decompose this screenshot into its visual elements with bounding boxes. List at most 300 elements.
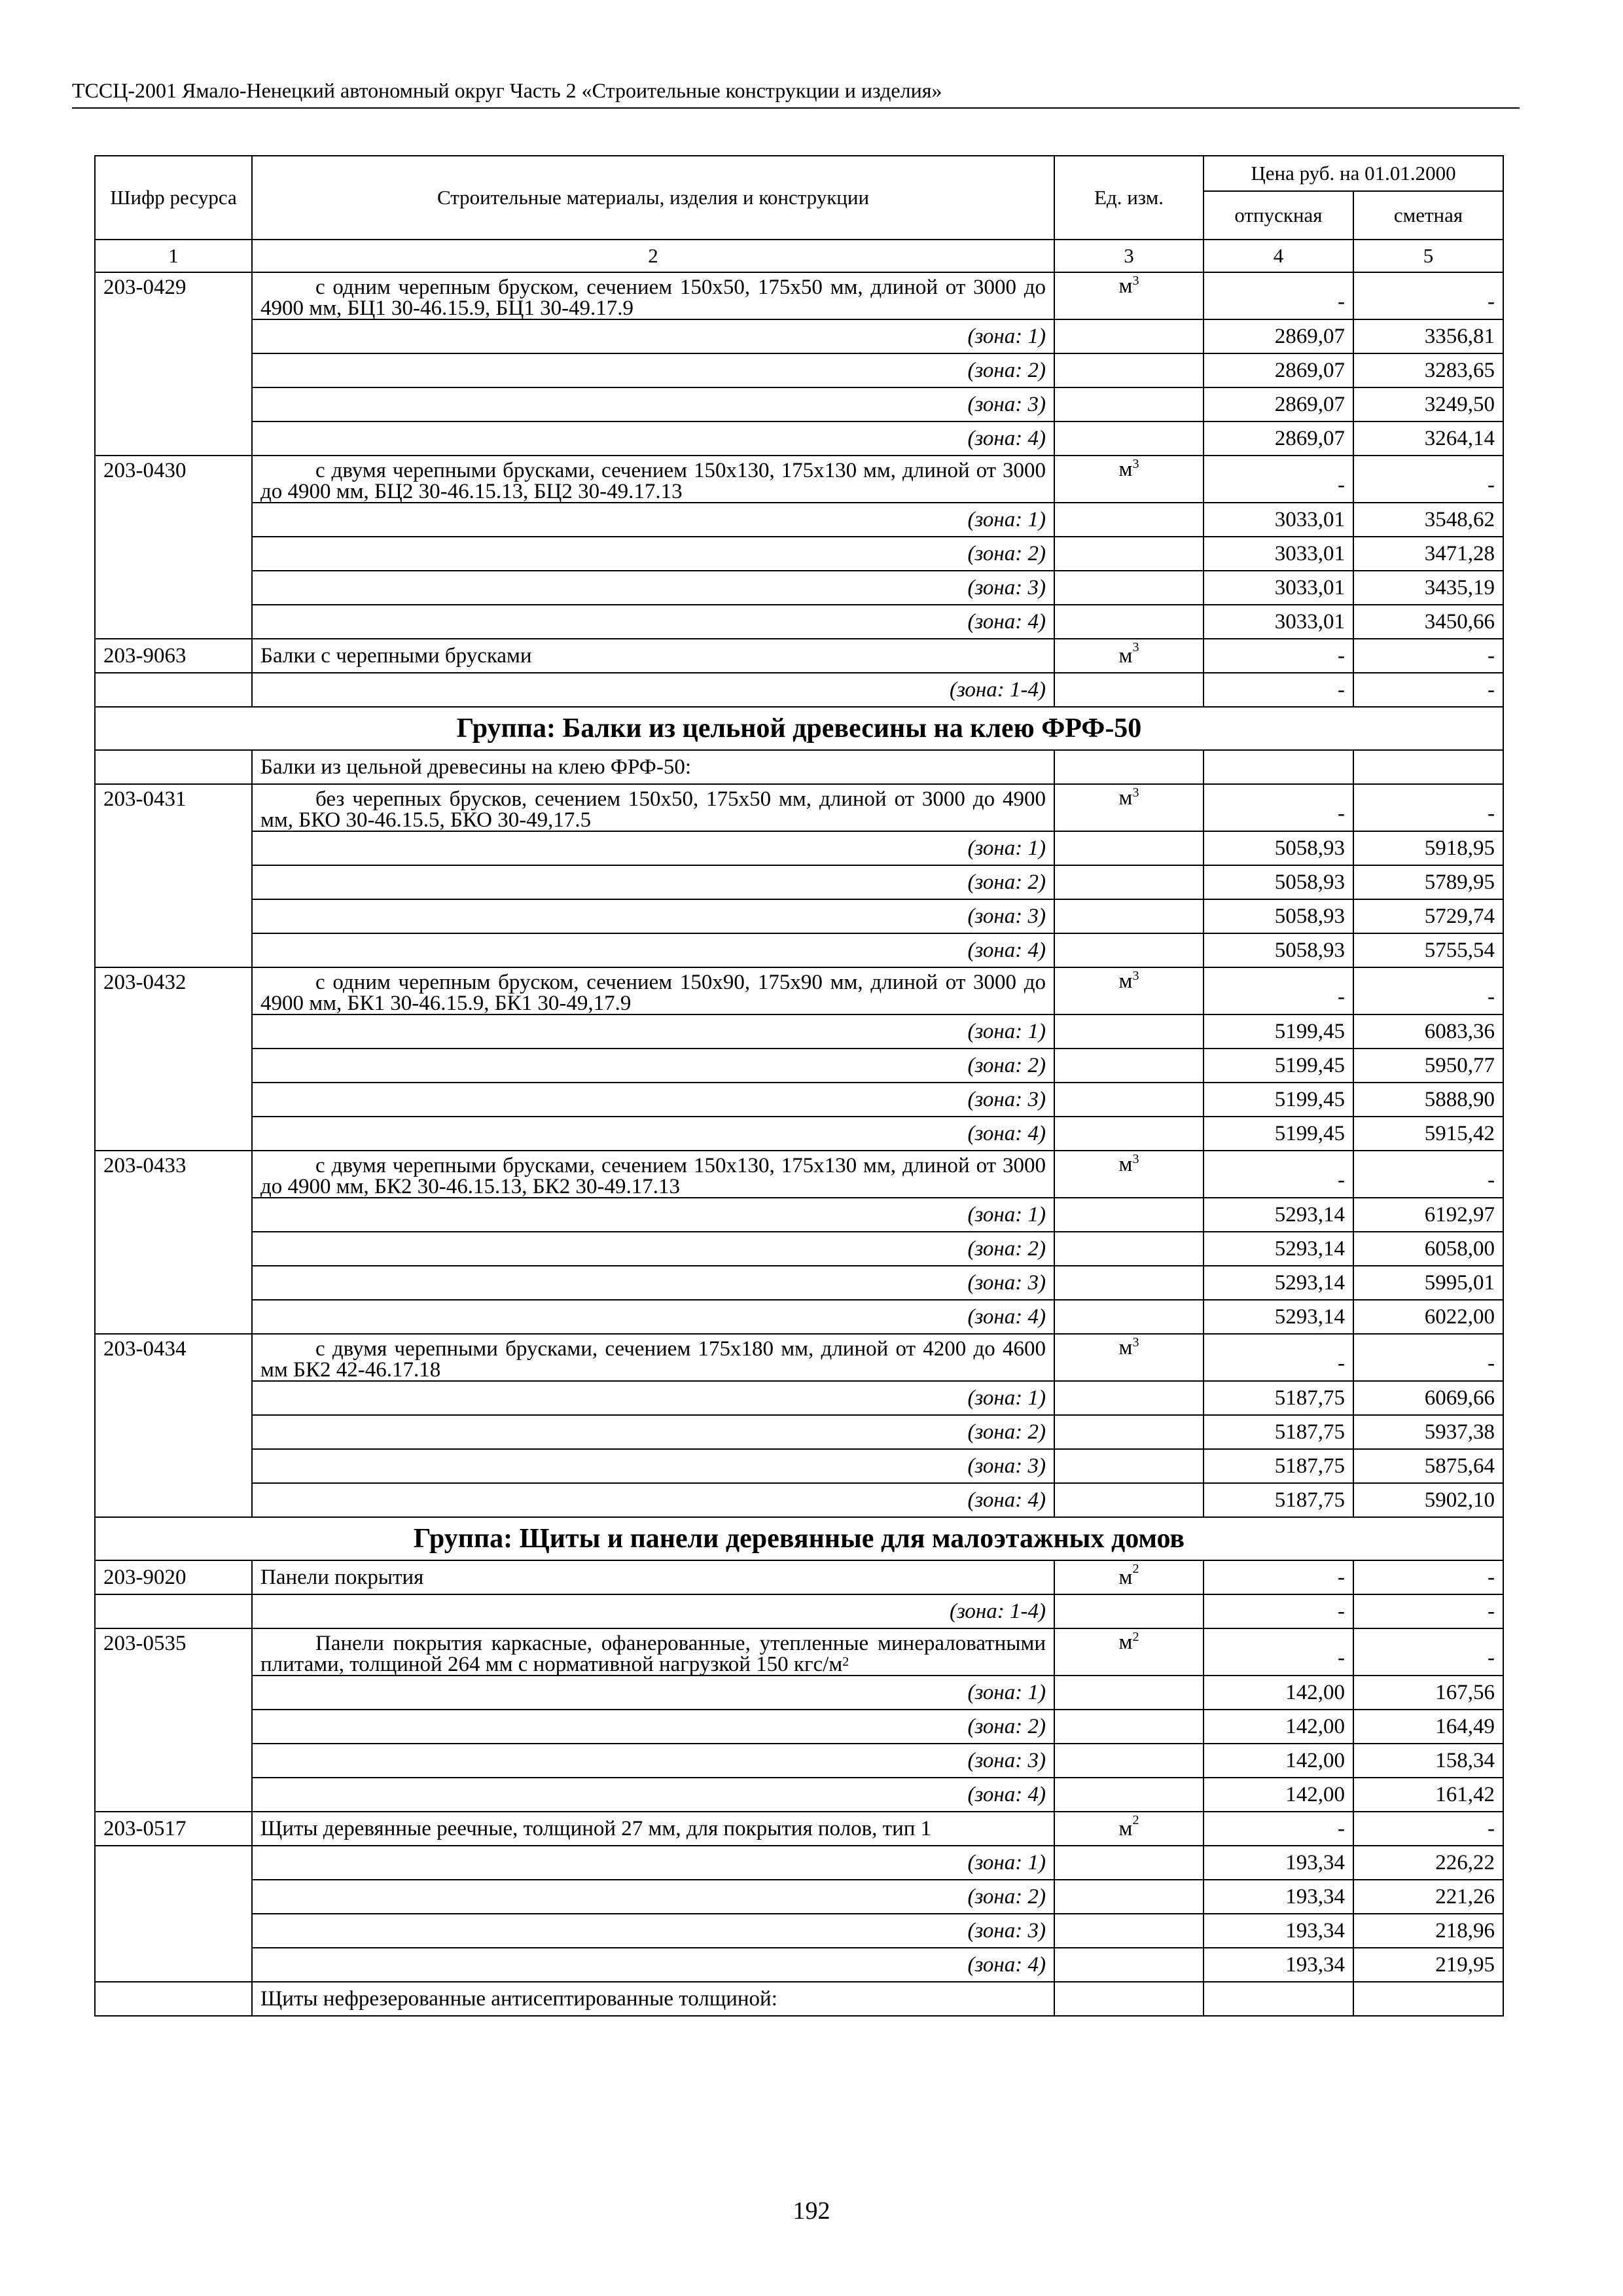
- zone-label-text: (зона: 4): [967, 610, 1046, 634]
- release-price: [1204, 639, 1353, 673]
- resource-code-text: 203-0429: [103, 276, 187, 299]
- release-price-text: 5199,45: [1274, 1122, 1345, 1145]
- code-cell: [95, 1710, 252, 1744]
- estimate-price: [1353, 605, 1503, 639]
- resource-code: [95, 1151, 252, 1198]
- header-estimate: сметная: [1353, 191, 1503, 240]
- zone-label: [252, 1846, 1054, 1880]
- zone-label: [252, 387, 1054, 422]
- estimate-price-text: 167,56: [1435, 1681, 1495, 1704]
- zone-label-text: (зона: 3): [967, 1454, 1046, 1478]
- code-cell: [95, 1300, 252, 1334]
- estimate-price-text: 5789,95: [1424, 870, 1495, 894]
- release-price-text: 3033,01: [1274, 610, 1345, 634]
- unit-cell: [1054, 1560, 1204, 1594]
- zone-label-text: (зона: 1): [967, 1020, 1046, 1043]
- zone-row: [95, 503, 1503, 537]
- zone-label: [252, 1266, 1054, 1300]
- unit-cell: [1054, 784, 1204, 831]
- release-price: [1204, 1449, 1353, 1483]
- resource-code-text: 203-0434: [103, 1337, 187, 1361]
- release-price: [1204, 967, 1353, 1014]
- release-price: [1204, 1914, 1353, 1948]
- group-heading: [95, 707, 1503, 750]
- subheading-text: [252, 750, 1054, 784]
- estimate-price-text: -: [1488, 802, 1495, 825]
- release-price-text: 5187,75: [1274, 1386, 1345, 1410]
- release-price: [1204, 1083, 1353, 1117]
- code-cell: [95, 673, 252, 707]
- zone-label: [252, 422, 1054, 456]
- zone-label: [252, 605, 1054, 639]
- subheading-text-text: Балки из цельной древесины на клею ФРФ-50:: [260, 755, 692, 779]
- unit-cell: [1054, 537, 1204, 571]
- zone-row: [95, 1198, 1503, 1232]
- estimate-price: [1353, 1812, 1503, 1846]
- zone-label: [252, 1049, 1054, 1083]
- estimate-price-text: 6022,00: [1424, 1305, 1495, 1329]
- zone-label-text: (зона: 2): [967, 1885, 1046, 1909]
- header-unit: Ед. изм.: [1054, 156, 1204, 240]
- release-price-text: 5058,93: [1274, 905, 1345, 928]
- zone-label-text: (зона: 3): [967, 905, 1046, 928]
- code-cell: [95, 1449, 252, 1483]
- estimate-price: [1353, 967, 1503, 1014]
- estimate-price-text: 3435,19: [1424, 576, 1495, 600]
- material-name-text: Балки с черепными брусками: [260, 644, 532, 668]
- code-cell: [95, 1948, 252, 1982]
- unit-cell: [1054, 353, 1204, 387]
- unit-cell: [1054, 319, 1204, 353]
- estimate-price: [1353, 537, 1503, 571]
- estimate-price-text: -: [1488, 644, 1495, 668]
- zone-row: [95, 1778, 1503, 1812]
- zone-label-text: (зона: 1-4): [949, 1600, 1046, 1623]
- estimate-price: [1353, 353, 1503, 387]
- zone-row: [95, 1948, 1503, 1982]
- release-price: [1204, 605, 1353, 639]
- column-number: 5: [1353, 240, 1503, 272]
- estimate-price: [1353, 784, 1503, 831]
- estimate-price: [1353, 831, 1503, 865]
- estimate-price: [1353, 272, 1503, 319]
- zone-label-text: (зона: 2): [967, 1054, 1046, 1077]
- unit-cell-text: м: [1118, 1817, 1133, 1840]
- unit-superscript: 3: [1132, 785, 1139, 800]
- unit-cell: [1054, 831, 1204, 865]
- unit-cell: [1054, 1449, 1204, 1483]
- unit-cell: [1054, 1594, 1204, 1628]
- table-row: [95, 639, 1503, 673]
- estimate-price-text: -: [1488, 290, 1495, 314]
- estimate-price: [1353, 1449, 1503, 1483]
- zone-row: [95, 1449, 1503, 1483]
- release-price: [1204, 1381, 1353, 1415]
- release-price: [1204, 1232, 1353, 1266]
- release-price: [1204, 353, 1353, 387]
- table-row: [95, 1151, 1503, 1198]
- estimate-price-text: 5729,74: [1424, 905, 1495, 928]
- zone-label-text: (зона: 4): [967, 427, 1046, 450]
- code-cell: [95, 1083, 252, 1117]
- zone-label: [252, 1014, 1054, 1049]
- material-name-text: Панели покрытия каркасные, офанерованные, утепленные минераловатными плитами, толщиной 264 мм с нормативной нагрузкой 150 кгс/м: [260, 1632, 1046, 1676]
- release-price-text: 2869,07: [1274, 427, 1345, 450]
- unit-cell: [1054, 1846, 1204, 1880]
- estimate-price: [1353, 503, 1503, 537]
- zone-label-text: (зона: 2): [967, 1715, 1046, 1738]
- estimate-price: [1353, 1846, 1503, 1880]
- release-price-text: 142,00: [1285, 1681, 1345, 1704]
- release-cell: [1204, 1982, 1353, 2016]
- estimate-price-text: 5902,10: [1424, 1488, 1495, 1512]
- material-name-text: без черепных брусков, сечением 150х50, 175х50 мм, длиной от 3000 до 4900 мм, БКО 30-46.15.5, БКО 30-49,17.5: [260, 787, 1046, 832]
- estimate-price-text: 3264,14: [1424, 427, 1495, 450]
- zone-label: [252, 503, 1054, 537]
- zone-label: [252, 1778, 1054, 1812]
- estimate-price: [1353, 571, 1503, 605]
- code-cell: [95, 1198, 252, 1232]
- zone-label: [252, 1300, 1054, 1334]
- release-price-text: 142,00: [1285, 1749, 1345, 1772]
- estimate-price: [1353, 899, 1503, 933]
- zone-row: [95, 1676, 1503, 1710]
- unit-cell: [1054, 456, 1204, 503]
- code-cell: [95, 1483, 252, 1517]
- unit-cell: [1054, 967, 1204, 1014]
- estimate-price: [1353, 1594, 1503, 1628]
- zone-row: [95, 1710, 1503, 1744]
- zone-label-text: (зона: 2): [967, 870, 1046, 894]
- unit-cell: [1054, 750, 1204, 784]
- resource-code-text: 203-0430: [103, 459, 187, 482]
- zone-row: [95, 1914, 1503, 1948]
- table-row: [95, 784, 1503, 831]
- unit-cell: [1054, 1415, 1204, 1449]
- estimate-price: [1353, 1948, 1503, 1982]
- code-cell: [95, 933, 252, 967]
- code-cell: [95, 1266, 252, 1300]
- unit-cell-text: м: [1118, 644, 1133, 668]
- table-row: [95, 1334, 1503, 1381]
- unit-cell: [1054, 1266, 1204, 1300]
- zone-label: [252, 1483, 1054, 1517]
- column-number: 2: [252, 240, 1054, 272]
- estimate-price-text: 218,96: [1435, 1919, 1495, 1943]
- code-cell: [95, 1676, 252, 1710]
- estimate-price: [1353, 865, 1503, 899]
- header-code: Шифр ресурса: [95, 156, 252, 240]
- release-price-text: 193,34: [1285, 1851, 1345, 1874]
- estimate-price-text: -: [1488, 1168, 1495, 1192]
- estimate-price-text: 5888,90: [1424, 1088, 1495, 1111]
- zone-label: [252, 1948, 1054, 1982]
- estimate-price-text: 6192,97: [1424, 1203, 1495, 1227]
- estimate-price: [1353, 1266, 1503, 1300]
- release-price-text: 5293,14: [1274, 1203, 1345, 1227]
- zone-row: [95, 1415, 1503, 1449]
- zone-label-text: (зона: 1): [967, 1681, 1046, 1704]
- subheading-text-text: Щиты нефрезерованные антисептированные толщиной:: [260, 1987, 777, 2011]
- estimate-price: [1353, 1628, 1503, 1676]
- release-price: [1204, 1266, 1353, 1300]
- estimate-price: [1353, 1151, 1503, 1198]
- unit-cell: [1054, 1049, 1204, 1083]
- zone-row: [95, 605, 1503, 639]
- estimate-price-text: 3283,65: [1424, 359, 1495, 382]
- release-price: [1204, 387, 1353, 422]
- release-price-text: 5058,93: [1274, 939, 1345, 962]
- release-price: [1204, 1628, 1353, 1676]
- estimate-price-text: 5875,64: [1424, 1454, 1495, 1478]
- unit-cell: [1054, 1483, 1204, 1517]
- resource-code: [95, 967, 252, 1014]
- release-price: [1204, 673, 1353, 707]
- release-price: [1204, 831, 1353, 865]
- zone-label: [252, 1381, 1054, 1415]
- release-price: [1204, 1880, 1353, 1914]
- estimate-price-text: 158,34: [1435, 1749, 1495, 1772]
- material-name-text: с одним черепным бруском, сечением 150х50, 175х50 мм, длиной от 3000 до 4900 мм, БЦ1 30-46.15.9, БЦ1 30-49.17.9: [260, 276, 1046, 320]
- material-name: [252, 784, 1054, 831]
- zone-label-text: (зона: 3): [967, 576, 1046, 600]
- code-cell: [95, 353, 252, 387]
- release-price-text: 5058,93: [1274, 836, 1345, 860]
- release-price-text: -: [1338, 1817, 1345, 1840]
- zone-label: [252, 571, 1054, 605]
- release-price: [1204, 503, 1353, 537]
- zone-label-text: (зона: 4): [967, 939, 1046, 962]
- unit-cell-text: м: [1118, 457, 1133, 481]
- release-price-text: -: [1338, 985, 1345, 1009]
- material-name-text: с одним черепным бруском, сечением 150х90, 175х90 мм, длиной от 3000 до 4900 мм, БК1 30-46.15.9, БК1 30-49,17.9: [260, 971, 1046, 1015]
- release-price: [1204, 1846, 1353, 1880]
- release-price: [1204, 571, 1353, 605]
- release-price-text: 5187,75: [1274, 1488, 1345, 1512]
- estimate-price-text: -: [1488, 1600, 1495, 1623]
- zone-row: [95, 1014, 1503, 1049]
- release-price-text: 5293,14: [1274, 1271, 1345, 1295]
- estimate-price-text: 5915,42: [1424, 1122, 1495, 1145]
- release-price: [1204, 1483, 1353, 1517]
- release-price-text: 5293,14: [1274, 1237, 1345, 1261]
- code-cell: [95, 899, 252, 933]
- release-price: [1204, 899, 1353, 933]
- header-release: отпускная: [1204, 191, 1353, 240]
- group-heading-row: [95, 1517, 1503, 1560]
- zone-label: [252, 1198, 1054, 1232]
- code-cell: [95, 831, 252, 865]
- zone-label: [252, 1415, 1054, 1449]
- release-price-text: 5199,45: [1274, 1088, 1345, 1111]
- zone-label: [252, 1710, 1054, 1744]
- subheading-row: [95, 750, 1503, 784]
- zone-row: [95, 422, 1503, 456]
- group-heading-text: Группа: Балки из цельной древесины на клею ФРФ-50: [456, 713, 1142, 744]
- zone-label: [252, 933, 1054, 967]
- estimate-price: [1353, 673, 1503, 707]
- estimate-price-text: 5755,54: [1424, 939, 1495, 962]
- resource-code-text: 203-0535: [103, 1632, 187, 1655]
- unit-cell: [1054, 1710, 1204, 1744]
- zone-label-text: (зона: 3): [967, 1271, 1046, 1295]
- zone-row: [95, 673, 1503, 707]
- material-name: [252, 456, 1054, 503]
- table-row: [95, 1628, 1503, 1676]
- zone-row: [95, 1232, 1503, 1266]
- zone-label-text: (зона: 2): [967, 1237, 1046, 1261]
- unit-cell: [1054, 1381, 1204, 1415]
- release-price-text: 5199,45: [1274, 1020, 1345, 1043]
- estimate-price-text: 5918,95: [1424, 836, 1495, 860]
- release-price-text: 193,34: [1285, 1919, 1345, 1943]
- zone-label: [252, 1083, 1054, 1117]
- zone-label-text: (зона: 3): [967, 1919, 1046, 1943]
- estimate-price-text: 226,22: [1435, 1851, 1495, 1874]
- zone-label-text: (зона: 1): [967, 508, 1046, 531]
- material-name: [252, 1628, 1054, 1676]
- code-cell: [95, 1117, 252, 1151]
- release-price: [1204, 1415, 1353, 1449]
- table-row: [95, 967, 1503, 1014]
- estimate-price-text: 6058,00: [1424, 1237, 1495, 1261]
- estimate-price: [1353, 319, 1503, 353]
- estimate-price: [1353, 1334, 1503, 1381]
- code-cell: [95, 503, 252, 537]
- code-cell: [95, 1049, 252, 1083]
- zone-label-text: (зона: 4): [967, 1488, 1046, 1512]
- zone-row: [95, 1049, 1503, 1083]
- resource-code: [95, 272, 252, 319]
- resource-code: [95, 784, 252, 831]
- zone-label: [252, 1594, 1054, 1628]
- estimate-price-text: -: [1488, 985, 1495, 1009]
- code-cell: [95, 865, 252, 899]
- code-cell: [95, 1982, 252, 2016]
- estimate-price-text: 221,26: [1435, 1885, 1495, 1909]
- unit-cell: [1054, 387, 1204, 422]
- zone-label: [252, 865, 1054, 899]
- zone-row: [95, 1744, 1503, 1778]
- zone-row: [95, 1381, 1503, 1415]
- unit-cell: [1054, 1778, 1204, 1812]
- zone-label: [252, 1117, 1054, 1151]
- estimate-price: [1353, 456, 1503, 503]
- estimate-price: [1353, 422, 1503, 456]
- column-number: 4: [1204, 240, 1353, 272]
- zone-row: [95, 865, 1503, 899]
- zone-label: [252, 1676, 1054, 1710]
- table-row: [95, 1812, 1503, 1846]
- material-name: [252, 1812, 1054, 1846]
- unit-superscript: 3: [1132, 1335, 1139, 1350]
- zone-label-text: (зона: 1): [967, 1851, 1046, 1874]
- unit-cell: [1054, 1744, 1204, 1778]
- unit-superscript: 3: [1132, 969, 1139, 983]
- estimate-price: [1353, 1232, 1503, 1266]
- estimate-price-text: 6083,36: [1424, 1020, 1495, 1043]
- estimate-price-text: 3356,81: [1424, 325, 1495, 348]
- subheading-row: [95, 1982, 1503, 2016]
- release-price: [1204, 1594, 1353, 1628]
- estimate-price: [1353, 1778, 1503, 1812]
- page-number: 192: [793, 2197, 830, 2225]
- estimate-price: [1353, 1483, 1503, 1517]
- unit-cell-text: м: [1118, 786, 1133, 810]
- material-name: [252, 1560, 1054, 1594]
- code-cell: [95, 1415, 252, 1449]
- zone-label: [252, 353, 1054, 387]
- zone-row: [95, 1880, 1503, 1914]
- zone-row: [95, 831, 1503, 865]
- estimate-price: [1353, 1198, 1503, 1232]
- release-price-text: 3033,01: [1274, 542, 1345, 565]
- estimate-price: [1353, 1560, 1503, 1594]
- unit-cell: [1054, 865, 1204, 899]
- unit-superscript: 2: [1132, 1630, 1139, 1644]
- release-price: [1204, 1948, 1353, 1982]
- resource-code: [95, 1334, 252, 1381]
- unit-cell: [1054, 1914, 1204, 1948]
- zone-label-text: (зона: 3): [967, 393, 1046, 416]
- unit-superscript: 2: [1132, 1562, 1139, 1576]
- resource-code: [95, 456, 252, 503]
- estimate-price: [1353, 639, 1503, 673]
- zone-label: [252, 899, 1054, 933]
- resource-code-text: 203-9063: [103, 644, 187, 668]
- zone-label-text: (зона: 4): [967, 1953, 1046, 1977]
- unit-superscript: 3: [1132, 1152, 1139, 1166]
- release-price: [1204, 1676, 1353, 1710]
- estimate-price: [1353, 1880, 1503, 1914]
- unit-cell: [1054, 1151, 1204, 1198]
- release-price: [1204, 1778, 1353, 1812]
- table-row: [95, 272, 1503, 319]
- release-price-text: 142,00: [1285, 1783, 1345, 1806]
- release-price-text: 3033,01: [1274, 508, 1345, 531]
- release-price: [1204, 1014, 1353, 1049]
- estimate-price-text: 6069,66: [1424, 1386, 1495, 1410]
- release-price-text: 2869,07: [1274, 393, 1345, 416]
- unit-cell: [1054, 1198, 1204, 1232]
- column-number: 3: [1054, 240, 1204, 272]
- estimate-price-text: 3471,28: [1424, 542, 1495, 565]
- material-name: [252, 272, 1054, 319]
- release-price-text: 5199,45: [1274, 1054, 1345, 1077]
- release-price: [1204, 1198, 1353, 1232]
- release-price: [1204, 1049, 1353, 1083]
- zone-row: [95, 1846, 1503, 1880]
- unit-cell: [1054, 933, 1204, 967]
- zone-label-text: (зона: 3): [967, 1749, 1046, 1772]
- unit-cell: [1054, 1982, 1204, 2016]
- unit-cell: [1054, 1676, 1204, 1710]
- estimate-price-text: 5950,77: [1424, 1054, 1495, 1077]
- release-price: [1204, 1710, 1353, 1744]
- zone-label-text: (зона: 1): [967, 836, 1046, 860]
- unit-superscript: 3: [1132, 457, 1139, 471]
- resource-code: [95, 639, 252, 673]
- resource-code: [95, 1560, 252, 1594]
- estimate-cell: [1353, 1982, 1503, 2016]
- zone-row: [95, 1483, 1503, 1517]
- zone-label: [252, 1449, 1054, 1483]
- release-price-text: -: [1338, 644, 1345, 668]
- code-cell: [95, 1880, 252, 1914]
- estimate-price-text: 164,49: [1435, 1715, 1495, 1738]
- unit-cell-text: м: [1118, 1336, 1133, 1359]
- estimate-price: [1353, 933, 1503, 967]
